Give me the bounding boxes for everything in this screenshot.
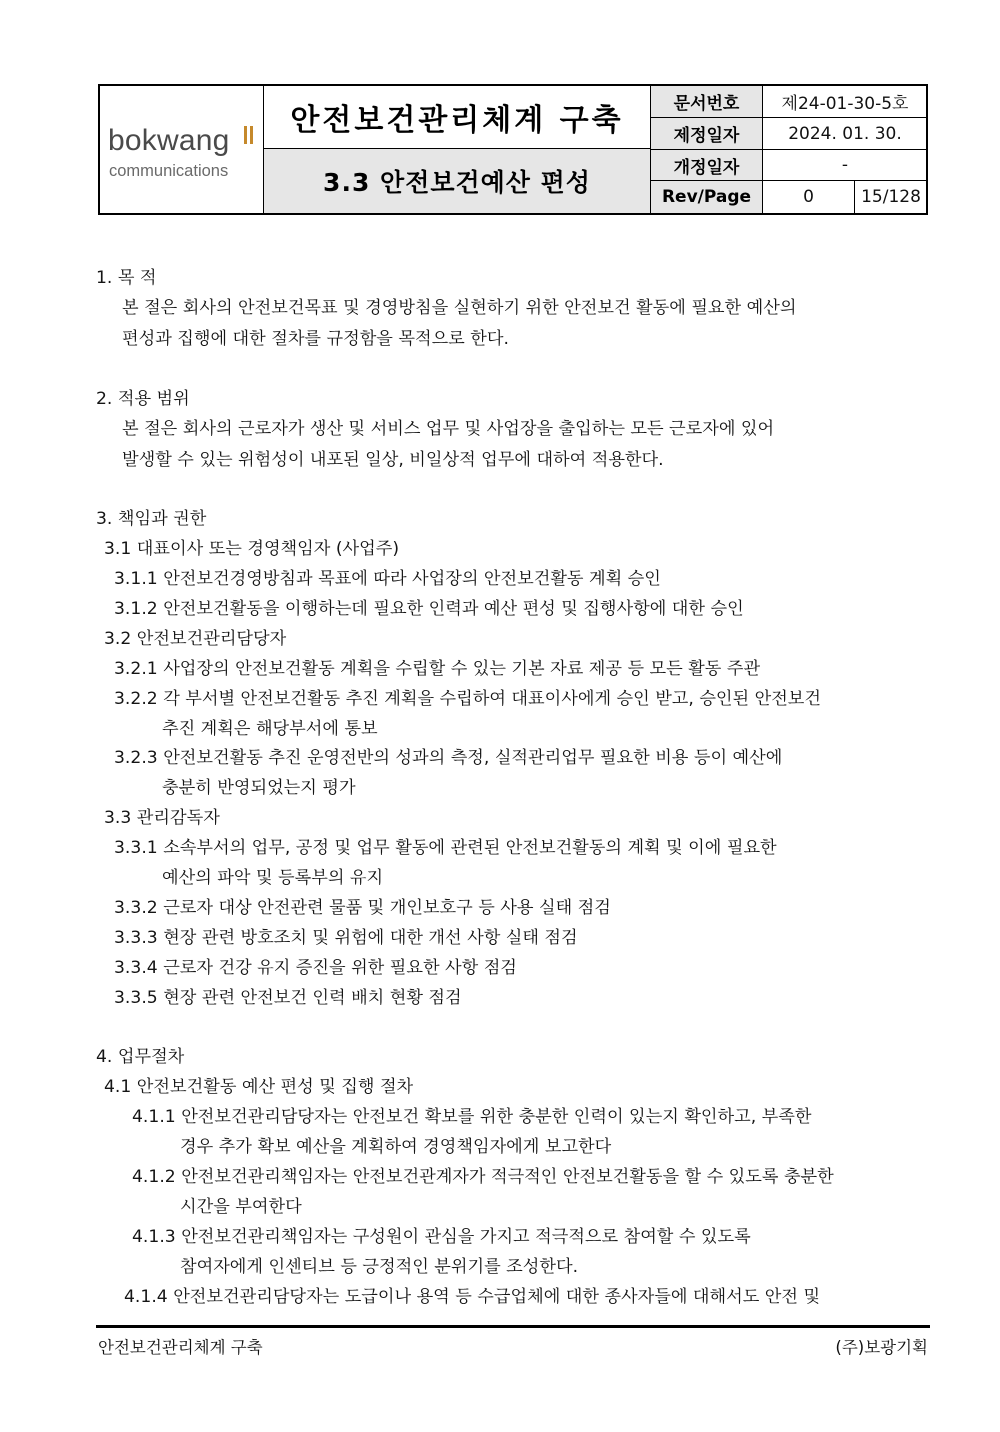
body-line: 3.3.4 근로자 건강 유지 증진을 위한 필요한 사항 점검 [114, 958, 517, 978]
rev-value: 0 [763, 181, 855, 213]
body-line: 3.2.2 각 부서별 안전보건활동 추진 계획을 수립하여 대표이사에게 승인 받고, 승인된 안전보건 [114, 689, 822, 709]
body-line: 본 절은 회사의 근로자가 생산 및 서비스 업무 및 사업장을 출입하는 모든 근로자에 있어 [122, 419, 775, 439]
logo-subtitle: communications [109, 162, 229, 180]
created-label: 제정일자 [651, 118, 763, 149]
body-line: 4.1.3 안전보건관리책임자는 구성원이 관심을 가지고 적극적으로 참여할 수 있도록 [132, 1227, 751, 1247]
footer-title: 안전보건관리체계 구축 [98, 1338, 263, 1357]
body-line: 참여자에게 인센티브 등 긍정적인 분위기를 조성한다. [180, 1257, 579, 1277]
body-line: 경우 추가 확보 예산을 계획하여 경영책임자에게 보고한다 [180, 1137, 612, 1157]
revised-label: 개정일자 [651, 150, 763, 180]
subsection-heading: 3.2 안전보건관리담당자 [104, 629, 287, 649]
meta-row-doc-no [651, 86, 927, 118]
doc-no-label: 문서번호 [651, 86, 763, 117]
logo-brand: bokwang [108, 124, 230, 157]
body-line: 시간을 부여한다 [180, 1197, 302, 1217]
meta-row-created [651, 118, 927, 150]
body-line: 3.1.1 안전보건경영방침과 목표에 따라 사업장의 안전보건활동 계획 승인 [114, 569, 661, 589]
section-heading: 4. 업무절차 [96, 1047, 185, 1067]
meta-row-revpage [651, 181, 927, 213]
body-line: 발생할 수 있는 위험성이 내포된 일상, 비일상적 업무에 대하여 적용한다. [122, 450, 664, 470]
body-line: 편성과 집행에 대한 절차를 규정함을 목적으로 한다. [122, 329, 509, 349]
body-line: 추진 계획은 해당부서에 통보 [162, 719, 378, 739]
doc-no-value: 제24-01-30-5호 [781, 94, 909, 114]
body-line: 3.3.1 소속부서의 업무, 공정 및 업무 활동에 관련된 안전보건활동의 계획 및 이에 필요한 [114, 838, 777, 858]
body-line: 예산의 파악 및 등록부의 유지 [162, 868, 384, 888]
footer-company: (주)보광기획 [835, 1338, 928, 1357]
created-value: 2024. 01. 30. [788, 123, 902, 144]
body-line: 본 절은 회사의 안전보건목표 및 경영방침을 실현하기 위한 안전보건 활동에 필요한 예산의 [122, 298, 797, 318]
subsection-heading: 3.3 관리감독자 [104, 808, 220, 828]
section-heading: 2. 적용 범위 [96, 389, 190, 409]
section-heading: 3. 책임과 권한 [96, 509, 207, 529]
meta-row-revised [651, 150, 927, 181]
body-line: 4.1.4 안전보건관리담당자는 도급이나 용역 등 수급업체에 대한 종사자들에 대해서도 안전 및 [124, 1287, 821, 1307]
section-title: 3.3 안전보건예산 편성 [264, 149, 650, 213]
body-line: 3.2.3 안전보건활동 추진 운영전반의 성과의 측정, 실적관리업무 필요한 비용 등이 예산에 [114, 748, 783, 768]
document-title: 안전보건관리체계 구축 [264, 86, 650, 149]
footer-rule [96, 1325, 930, 1328]
body-line: 4.1.1 안전보건관리담당자는 안전보건 확보를 위한 충분한 인력이 있는지 확인하고, 부족한 [132, 1107, 812, 1127]
body-line: 3.3.5 현장 관련 안전보건 인력 배치 현황 점검 [114, 988, 462, 1008]
document-meta-table [650, 86, 926, 213]
section-heading: 1. 목 적 [96, 268, 157, 288]
logo-accent-icon [244, 126, 254, 144]
subsection-heading: 3.1 대표이사 또는 경영책임자 (사업주) [104, 539, 400, 559]
body-line: 3.1.2 안전보건활동을 이행하는데 필요한 인력과 예산 편성 및 집행사항에 대한 승인 [114, 599, 744, 619]
body-line: 3.2.1 사업장의 안전보건활동 계획을 수립할 수 있는 기본 자료 제공 등 모든 활동 주관 [114, 659, 761, 679]
body-line: 충분히 반영되었는지 평가 [162, 778, 356, 798]
revised-value: - [841, 155, 849, 175]
document-header [98, 84, 928, 215]
body-line: 3.3.2 근로자 대상 안전관련 물품 및 개인보호구 등 사용 실태 점검 [114, 898, 611, 918]
body-line: 4.1.2 안전보건관리책임자는 안전보건관계자가 적극적인 안전보건활동을 할 수 있도록 충분한 [132, 1167, 834, 1187]
page-value: 15/128 [861, 187, 921, 207]
subsection-heading: 4.1 안전보건활동 예산 편성 및 집행 절차 [104, 1077, 414, 1097]
body-line: 3.3.3 현장 관련 방호조치 및 위험에 대한 개선 사항 실태 점검 [114, 928, 578, 948]
company-logo [100, 86, 264, 213]
revpage-label: Rev/Page [651, 181, 763, 213]
